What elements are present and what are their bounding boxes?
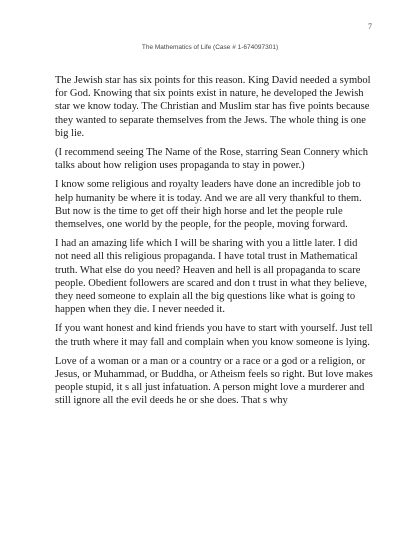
paragraph: I had an amazing life which I will be sharing with you a little later. I did not need all this religious propaganda. I have total trust in Mathematical truth. What else do you need? Heaven and hell is all propaganda to scare people. Obedient followers are scared and don t trust in what they believe, they need someone to explain all the big questions like what is going to happen when they die. I never needed it. [55, 238, 367, 316]
body-text [55, 74, 373, 414]
page-number: 7 [368, 22, 372, 31]
paragraph: Love of a woman or a man or a country or a race or a god or a religion, or Jesus, or Muhammad, or Buddha, or Atheism feels so right. But love makes people stupid, it s all just infatuation. A person might love a murderer and still ignore all the evil deeds he or she does. That s why [55, 355, 373, 407]
paragraph: (I recommend seeing The Name of the Rose, starring Sean Connery which talks about how religion uses propaganda to stay in power.) [55, 147, 368, 172]
paragraph: I know some religious and royalty leaders have done an incredible job to help humanity be where it is today. And we are all very thankful to them. But now is the time to get off their high horse and let the people rule themselves, one world by the people, for the people, moving forward. [55, 179, 362, 231]
paragraph: If you want honest and kind friends you have to start with yourself. Just tell the truth where it may fall and complain when you know someone is lying. [55, 323, 373, 348]
paragraph: The Jewish star has six points for this reason. King David needed a symbol for God. Knowing that six points exist in nature, he developed the Jewish star we know today. The Christian and Muslim star has five points because they wanted to separate themselves from the Jews. The whole thing is one big lie. [55, 75, 371, 139]
running-header: The Mathematics of Life (Case # 1-674097301) [141, 44, 279, 51]
